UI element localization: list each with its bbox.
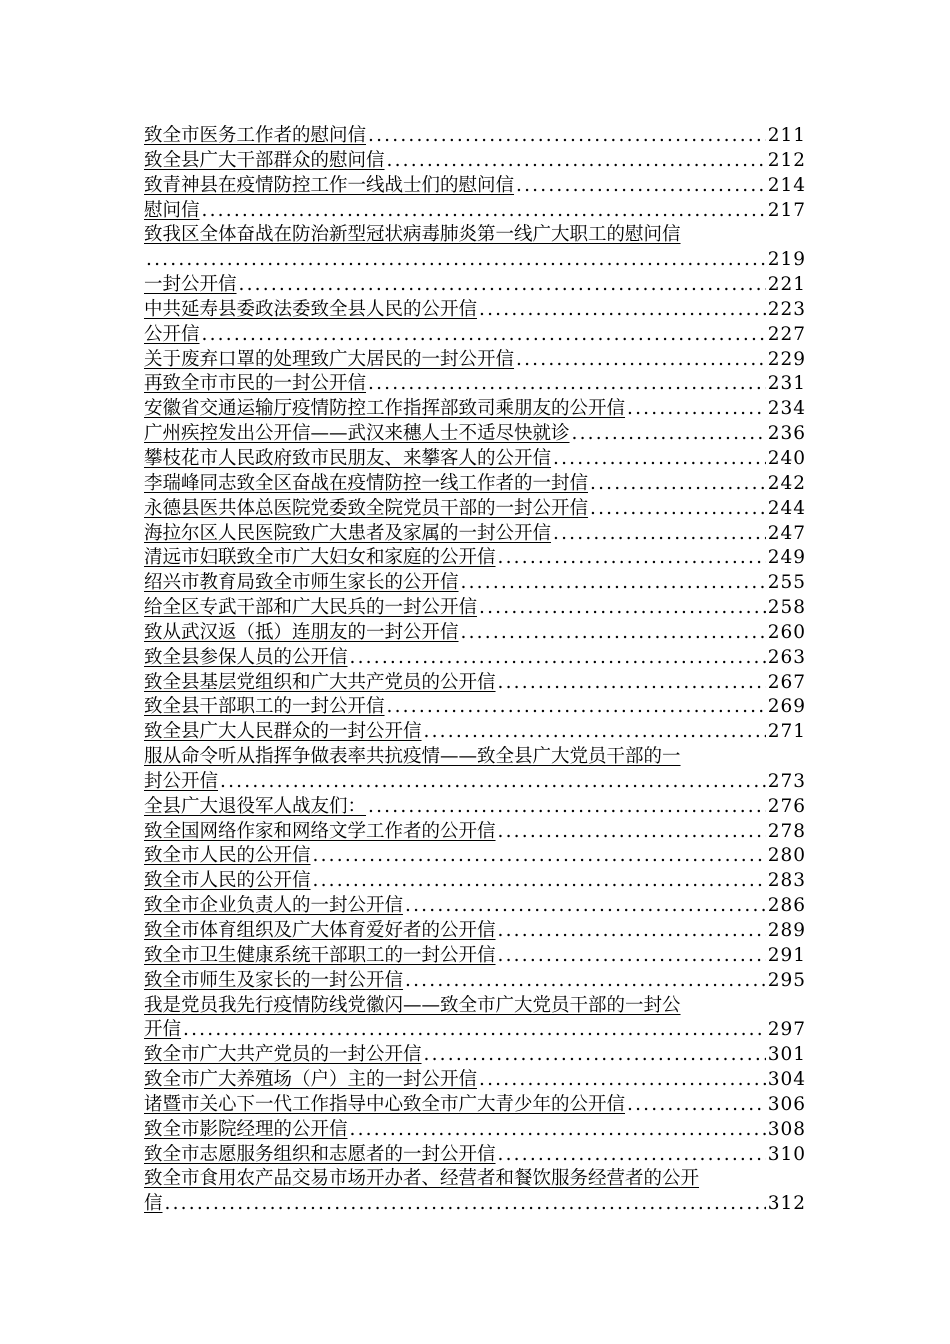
- toc-page-number[interactable]: 242: [767, 472, 806, 494]
- toc-entry-row: [144, 323, 806, 348]
- toc-entry-row: [144, 894, 806, 919]
- toc-page-number[interactable]: 267: [767, 671, 806, 693]
- toc-entry-title[interactable]: 致全市体育组织及广大体育爱好者的公开信: [144, 920, 496, 941]
- toc-page-number[interactable]: 310: [767, 1143, 806, 1165]
- toc-page-number[interactable]: 295: [767, 969, 806, 991]
- toc-page-number[interactable]: 258: [767, 597, 806, 619]
- toc-page-number[interactable]: 227: [767, 323, 806, 345]
- toc-entry[interactable]: [144, 422, 806, 447]
- toc-leader-dots: [220, 770, 766, 795]
- toc-entry-title[interactable]: 攀枝花市人民政府致市民朋友、来攀客人的公开信: [144, 447, 552, 469]
- toc-entry-row: [144, 571, 806, 596]
- toc-entry[interactable]: [144, 1043, 806, 1068]
- toc-leader-dots: [627, 397, 766, 422]
- toc-entry[interactable]: [144, 397, 806, 422]
- toc-leader-dots: [387, 695, 766, 720]
- toc-entry[interactable]: [144, 695, 806, 720]
- toc-entry-row: [144, 1043, 806, 1068]
- toc-page-number[interactable]: 297: [767, 1019, 806, 1041]
- toc-entry-row: [144, 447, 806, 472]
- toc-entry-row: [144, 1118, 806, 1143]
- toc-entry[interactable]: [144, 869, 806, 894]
- toc-entry-title-continued[interactable]: 封公开信: [144, 770, 219, 792]
- toc-leader-dots: [461, 571, 766, 596]
- toc-page-number[interactable]: 286: [767, 895, 806, 917]
- toc-entry-title[interactable]: 海拉尔区人民医院致广大患者及家属的一封公开信: [144, 522, 552, 544]
- toc-leader-dots: [553, 522, 766, 547]
- toc-entry[interactable]: [144, 1143, 806, 1168]
- toc-entry-title[interactable]: 致我区全体奋战在防治新型冠状病毒肺炎第一线广大职工的慰问信: [144, 224, 681, 246]
- toc-page-number[interactable]: 211: [767, 125, 806, 146]
- toc-entry-title[interactable]: 致青神县在疫情防控工作一线战士们的慰问信: [144, 174, 515, 196]
- toc-leader-dots: [387, 149, 766, 174]
- toc-entry-title[interactable]: 清远市妇联致全市广大妇女和家庭的公开信: [144, 547, 496, 569]
- toc-entry[interactable]: [144, 820, 806, 845]
- toc-entry-row: [144, 944, 806, 969]
- toc-entry-title[interactable]: 致全县基层党组织和广大共产党员的公开信: [144, 671, 496, 693]
- table-of-contents: [144, 124, 806, 1217]
- toc-entry-row: [144, 770, 806, 795]
- toc-page-number[interactable]: 240: [767, 447, 806, 469]
- toc-page-number[interactable]: 263: [767, 646, 806, 668]
- toc-page-number[interactable]: 304: [767, 1069, 806, 1091]
- toc-entry[interactable]: [144, 348, 806, 373]
- toc-entry-title[interactable]: 致全市广大共产党员的一封公开信: [144, 1044, 422, 1066]
- toc-entry-row: [144, 248, 806, 273]
- toc-entry-title[interactable]: 致全市志愿服务组织和志愿者的一封公开信: [144, 1143, 496, 1165]
- toc-leader-dots: [368, 124, 766, 149]
- toc-entry-title[interactable]: 诸暨市关心下一代工作指导中心致全市广大青少年的公开信: [144, 1093, 626, 1115]
- toc-entry-row: [144, 720, 806, 745]
- toc-page-number[interactable]: 214: [767, 174, 806, 196]
- toc-page-number[interactable]: 308: [767, 1118, 806, 1140]
- toc-leader-dots: [498, 820, 766, 845]
- toc-entry-row: [144, 397, 806, 422]
- toc-entry[interactable]: [144, 1093, 806, 1118]
- toc-leader-dots: [553, 447, 766, 472]
- toc-entry[interactable]: [144, 596, 806, 621]
- toc-entry-title-continued[interactable]: 开信: [144, 1019, 182, 1041]
- toc-entry-row: [144, 522, 806, 547]
- toc-entry-title[interactable]: 我是党员我先行疫情防线党徽闪——致全市广大党员干部的一封公: [144, 994, 681, 1016]
- toc-entry-title[interactable]: 致全县广大干部群众的慰问信: [144, 149, 385, 171]
- toc-entry-row: [144, 919, 806, 944]
- toc-entry-row: [144, 1018, 806, 1043]
- toc-leader-dots: [424, 720, 766, 745]
- toc-leader-dots: [461, 621, 766, 646]
- toc-leader-dots: [350, 646, 766, 671]
- toc-leader-dots: [498, 671, 766, 696]
- toc-entry[interactable]: [144, 671, 806, 696]
- toc-entry-row: [144, 795, 806, 820]
- toc-entry-title[interactable]: 一封公开信: [144, 274, 237, 296]
- toc-entry[interactable]: [144, 273, 806, 298]
- toc-page-number[interactable]: 301: [767, 1044, 806, 1066]
- toc-entry[interactable]: [144, 497, 806, 522]
- toc-leader-dots: [498, 546, 766, 571]
- toc-entry-title[interactable]: 全县广大退役军人战友们：: [144, 795, 367, 817]
- toc-page-number[interactable]: 244: [767, 497, 806, 519]
- toc-entry[interactable]: [144, 174, 806, 199]
- toc-entry[interactable]: [144, 844, 806, 869]
- toc-entry-row: [144, 174, 806, 199]
- toc-leader-dots: [572, 422, 766, 447]
- toc-page-number[interactable]: 278: [767, 820, 806, 842]
- toc-leader-dots: [313, 844, 766, 869]
- toc-entry-title[interactable]: 安徽省交通运输厅疫情防控工作指挥部致司乘朋友的公开信: [144, 398, 626, 420]
- toc-entry-row: [144, 869, 806, 894]
- toc-entry[interactable]: [144, 298, 806, 323]
- toc-entry[interactable]: [144, 1068, 806, 1093]
- toc-entry-title[interactable]: 李瑞峰同志致全区奋战在疫情防控一线工作者的一封信: [144, 472, 589, 494]
- toc-leader-dots: [516, 348, 766, 373]
- toc-entry-title[interactable]: 致全县干部职工的一封公开信: [144, 696, 385, 718]
- toc-entry-row: [144, 621, 806, 646]
- toc-entry-title[interactable]: 慰问信: [144, 199, 200, 221]
- toc-leader-dots: [479, 596, 766, 621]
- toc-entry-title[interactable]: 永德县医共体总医院党委致全院党员干部的一封公开信: [144, 497, 589, 519]
- toc-page-number[interactable]: 271: [767, 721, 806, 743]
- toc-leader-dots: [202, 199, 766, 224]
- toc-entry-row: [144, 1093, 806, 1118]
- toc-page-number[interactable]: 234: [767, 398, 806, 420]
- toc-entry-row: [144, 820, 806, 845]
- toc-entry[interactable]: [144, 944, 806, 969]
- toc-entry-title[interactable]: 致全市医务工作者的慰问信: [144, 125, 367, 146]
- toc-page-number[interactable]: 223: [767, 298, 806, 320]
- toc-entry[interactable]: [144, 621, 806, 646]
- toc-entry-title[interactable]: 致全市卫生健康系统干部职工的一封公开信: [144, 944, 496, 966]
- toc-entry-title[interactable]: 致从武汉返（抵）连朋友的一封公开信: [144, 621, 459, 643]
- toc-entry[interactable]: [144, 571, 806, 596]
- toc-leader-dots: [627, 1093, 766, 1118]
- toc-leader-dots: [202, 323, 766, 348]
- toc-entry-title[interactable]: 服从命令听从指挥争做表率共抗疫情——致全县广大党员干部的一: [144, 746, 681, 768]
- toc-entry-row: [144, 1192, 806, 1217]
- toc-page-number[interactable]: 289: [767, 920, 806, 941]
- toc-entry-row: [144, 646, 806, 671]
- toc-page-number[interactable]: 249: [767, 547, 806, 569]
- toc-entry-row: [144, 844, 806, 869]
- toc-entry[interactable]: [144, 372, 806, 397]
- toc-leader-dots: [313, 869, 766, 894]
- toc-leader-dots: [146, 248, 766, 273]
- toc-page-number[interactable]: 276: [767, 795, 806, 817]
- toc-entry-title[interactable]: 致全市食用农产品交易市场开办者、经营者和餐饮服务经营者的公开: [144, 1168, 700, 1190]
- toc-leader-dots: [479, 298, 766, 323]
- toc-entry-row: [144, 546, 806, 571]
- toc-entry-row: [144, 1068, 806, 1093]
- toc-entry[interactable]: [144, 223, 806, 273]
- toc-page-number[interactable]: 306: [767, 1093, 806, 1115]
- toc-page-number[interactable]: 236: [767, 423, 806, 445]
- toc-entry-title[interactable]: 致全县广大人民群众的一封公开信: [144, 721, 422, 743]
- toc-entry-row: [144, 124, 806, 149]
- toc-leader-dots: [405, 969, 766, 994]
- toc-entry[interactable]: [144, 149, 806, 174]
- toc-entry-row: [144, 497, 806, 522]
- toc-leader-dots: [368, 795, 766, 820]
- toc-leader-dots: [165, 1192, 766, 1217]
- toc-entry[interactable]: [144, 447, 806, 472]
- toc-entry-title[interactable]: 致全国网络作家和网络文学工作者的公开信: [144, 820, 496, 842]
- toc-entry-row: [144, 199, 806, 224]
- toc-leader-dots: [183, 1018, 766, 1043]
- toc-entry-title[interactable]: 公开信: [144, 323, 200, 345]
- toc-page-number[interactable]: 280: [767, 845, 806, 867]
- toc-page-number[interactable]: 219: [767, 249, 806, 271]
- toc-entry[interactable]: [144, 720, 806, 745]
- toc-entry-title[interactable]: 广州疾控发出公开信——武汉来穗人士不适尽快就诊: [144, 423, 570, 445]
- toc-entry[interactable]: [144, 124, 806, 149]
- toc-page-number[interactable]: 269: [767, 696, 806, 718]
- toc-leader-dots: [239, 273, 766, 298]
- toc-leader-dots: [516, 174, 766, 199]
- toc-entry[interactable]: [144, 919, 806, 944]
- toc-entry-title[interactable]: 再致全市市民的一封公开信: [144, 373, 367, 395]
- toc-entry-title[interactable]: 致全市广大养殖场（户）主的一封公开信: [144, 1069, 478, 1091]
- toc-page-number[interactable]: 260: [767, 621, 806, 643]
- toc-entry-row: [144, 273, 806, 298]
- toc-entry-title[interactable]: 绍兴市教育局致全市师生家长的公开信: [144, 572, 459, 594]
- toc-entry-title[interactable]: 致全市人民的公开信: [144, 845, 311, 867]
- toc-entry[interactable]: [144, 646, 806, 671]
- toc-leader-dots: [424, 1043, 766, 1068]
- toc-leader-dots: [350, 1118, 766, 1143]
- toc-entry-title[interactable]: 致全市企业负责人的一封公开信: [144, 895, 404, 917]
- toc-entry-title-continued[interactable]: 信: [144, 1193, 163, 1215]
- toc-entry[interactable]: [144, 1167, 806, 1217]
- toc-entry-row: [144, 298, 806, 323]
- toc-page-number[interactable]: 273: [767, 770, 806, 792]
- toc-entry-title[interactable]: 致全市影院经理的公开信: [144, 1118, 348, 1140]
- toc-page-number[interactable]: 229: [767, 348, 806, 370]
- toc-page-number[interactable]: 231: [767, 373, 806, 395]
- toc-entry-row: [144, 422, 806, 447]
- toc-leader-dots: [590, 497, 766, 522]
- toc-entry-title[interactable]: 中共延寿县委政法委致全县人民的公开信: [144, 298, 478, 320]
- toc-entry-row: [144, 695, 806, 720]
- toc-leader-dots: [368, 372, 766, 397]
- toc-page-number[interactable]: 312: [767, 1193, 806, 1215]
- toc-entry[interactable]: [144, 1118, 806, 1143]
- toc-entry-title[interactable]: 关于废弃口罩的处理致广大居民的一封公开信: [144, 348, 515, 370]
- toc-entry-row: [144, 596, 806, 621]
- toc-leader-dots: [479, 1068, 766, 1093]
- toc-entry-row: [144, 149, 806, 174]
- toc-page-number[interactable]: 283: [767, 870, 806, 892]
- toc-entry[interactable]: [144, 323, 806, 348]
- toc-entry[interactable]: [144, 795, 806, 820]
- toc-leader-dots: [498, 919, 766, 944]
- toc-entry[interactable]: [144, 994, 806, 1044]
- toc-page-number[interactable]: 212: [767, 149, 806, 171]
- toc-leader-dots: [498, 944, 766, 969]
- toc-entry-title[interactable]: 致全县参保人员的公开信: [144, 646, 348, 668]
- toc-leader-dots: [405, 894, 766, 919]
- toc-entry[interactable]: [144, 522, 806, 547]
- toc-entry-row: [144, 372, 806, 397]
- toc-entry[interactable]: [144, 472, 806, 497]
- toc-entry[interactable]: [144, 745, 806, 795]
- toc-entry[interactable]: [144, 546, 806, 571]
- toc-leader-dots: [498, 1143, 766, 1168]
- toc-page-number[interactable]: 255: [767, 572, 806, 594]
- toc-page-number[interactable]: 217: [767, 199, 806, 221]
- toc-entry-title[interactable]: 致全市人民的公开信: [144, 870, 311, 892]
- toc-leader-dots: [590, 472, 766, 497]
- toc-page-number[interactable]: 291: [767, 944, 806, 966]
- toc-page-number[interactable]: 221: [767, 274, 806, 296]
- toc-entry-title[interactable]: 致全市师生及家长的一封公开信: [144, 969, 404, 991]
- toc-page-number[interactable]: 247: [767, 522, 806, 544]
- toc-entry[interactable]: [144, 199, 806, 224]
- toc-entry-row: [144, 969, 806, 994]
- toc-entry-row: [144, 1143, 806, 1168]
- toc-entry-title[interactable]: 给全区专武干部和广大民兵的一封公开信: [144, 597, 478, 619]
- toc-entry-row: [144, 472, 806, 497]
- toc-entry-row: [144, 671, 806, 696]
- toc-entry[interactable]: [144, 894, 806, 919]
- toc-entry-row: [144, 348, 806, 373]
- toc-entry[interactable]: [144, 969, 806, 994]
